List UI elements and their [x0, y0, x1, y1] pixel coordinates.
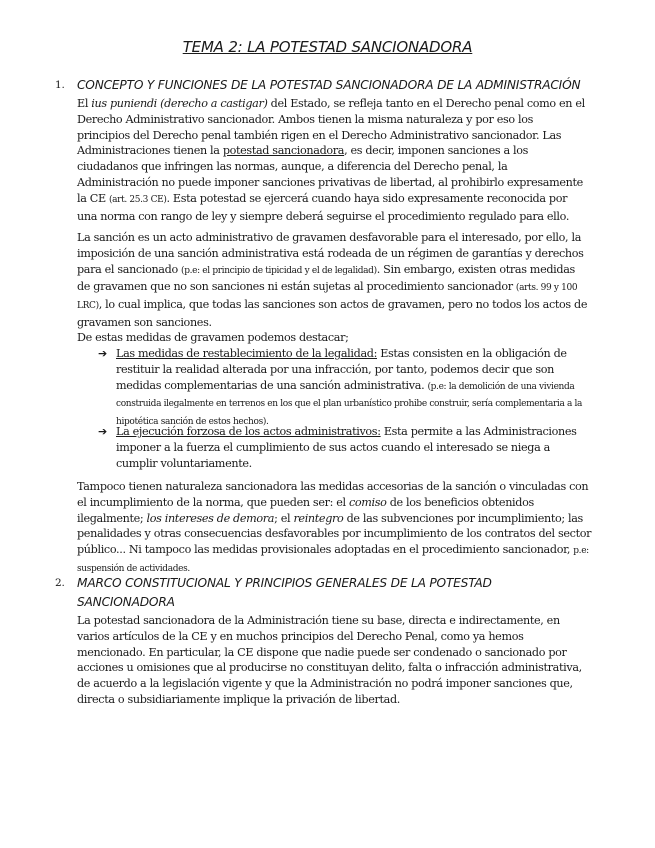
section-1-paragraph-3: De estas medidas de gravamen podemos destacar;	[77, 331, 349, 344]
potestad-sancionadora-term: potestad sancionadora	[222, 144, 345, 158]
bullet-1-text: Estas consisten en la obligación de restituir la realidad alterada por una infracción, por tanto, podemos decir que son medidas complementarias de una sanción administrativa.	[116, 347, 567, 392]
intereses-term: los intereses de demora	[146, 511, 275, 525]
section-1-number: 1.	[55, 79, 65, 91]
example-note: (p.e: el principio de tipicidad y el de legalidad)	[181, 265, 377, 276]
bullet-1-label: Las medidas de restablecimiento de la legalidad:	[116, 347, 378, 360]
text-run: , lo cual implica, que todas las sanciones son actos de gravamen, pero no todos los actos de gravamen son sanciones.	[77, 298, 588, 329]
text-run: de las subvenciones por incumplimiento; las penalidades y otras consecuencias desfavorables por incumplimiento de los contratos del sector público... Ni tampoco las medidas provisionales adoptadas en el procedimiento sancionador,	[77, 511, 592, 557]
text-run: Tampoco tienen naturaleza sancionadora las medidas accesorias de la sanción o vinculadas con el incumplimiento de la norma, que pueden ser: el	[77, 480, 589, 509]
text-run: del Estado, se refleja tanto en el Derecho penal como en el Derecho Administrativo sancionador. Ambos tienen la misma naturaleza y por eso los principios del Derecho penal también rigen en el Derecho Administrativo sancionador. Las Administraciones tienen la	[77, 97, 585, 158]
page-title: TEMA 2: LA POTESTAD SANCIONADORA	[182, 38, 473, 56]
section-2-heading	[55, 574, 615, 612]
text-run: . Sin embargo, existen otras medidas de gravamen que no son sanciones ni están sujetas al procedimiento sancionador	[77, 262, 575, 294]
reintegro-term: reintegro	[293, 511, 344, 525]
section-2-title: MARCO CONSTITUCIONAL Y PRINCIPIOS GENERALES DE LA POTESTAD SANCIONADORA	[77, 576, 492, 609]
article-reference: (arts. 99 y 100 LRC)	[77, 283, 578, 312]
section-1-paragraph-4	[77, 479, 597, 578]
right-arrow-icon: ➔	[98, 347, 107, 360]
section-1-paragraph-2	[77, 230, 589, 331]
section-1-title: CONCEPTO Y FUNCIONES DE LA POTESTAD SANCIONADORA DE LA ADMINISTRACIÓN	[77, 78, 581, 92]
section-2-paragraph-1: La potestad sancionadora de la Administración tiene su base, directa e indirectamente, en varios artículos de la CE y en muchos principios del Derecho Penal, como ya hemos mencionado. En particular, la CE dispone que nadie puede ser condenado o sancionado por acciones u omisiones que al producirse no constituyan delito, falta o infracción administrativa, de acuerdo a la legislación vigente y que la Administración no podrá imponer sanciones que, directa o subsidiariamente implique la privación de libertad.	[77, 614, 582, 706]
bullet-item-2	[98, 424, 592, 471]
example-note: p.e: suspensión de actividades.	[77, 546, 589, 574]
text-run: El	[77, 97, 92, 110]
ius-puniendi-term: ius puniendi (derecho a castigar)	[91, 97, 268, 110]
bullet-1-note: (p.e: la demolición de una vivienda construida ilegalmente en terrenos en los que el plan urbanístico prohibe construir, sería complementaria a la hipotética sanción de estos hechos).	[116, 381, 583, 428]
text-run: . Esta potestad se ejercerá cuando haya sido expresamente reconocida por una norma con rango de ley y siempre deberá seguirse el procedimiento regulado para ello.	[77, 191, 570, 223]
section-1-heading	[55, 76, 615, 95]
bullet-2-label: La ejecución forzosa de los actos administrativos:	[116, 425, 381, 438]
text-run: , es decir, imponen sanciones a los ciudadanos que infringen las normas, aunque, a diferencia del Derecho penal, la Administración no puede imponer sanciones privativas de libertad, al prohibirlo expresamente la CE	[77, 144, 583, 205]
article-reference: (art. 25.3 CE)	[109, 194, 167, 205]
text-run: de los beneficios obtenidos ilegalmente;	[77, 495, 534, 525]
bullet-2-text: Esta permite a las Administraciones imponer a la fuerza el cumplimiento de sus actos cuando el interesado se niega a cumplir voluntariamente.	[116, 425, 577, 470]
comiso-term: comiso	[348, 495, 387, 509]
section-1-paragraph-1	[77, 96, 589, 224]
bullet-item-1	[98, 346, 592, 431]
text-run: La sanción es un acto administrativo de gravamen desfavorable para el interesado, por ello, la imposición de una sanción administrativa está rodeada de un régimen de garantías y derechos para el sancionado	[77, 231, 584, 276]
section-2-number: 2.	[55, 577, 65, 589]
right-arrow-icon: ➔	[98, 425, 107, 438]
text-run: ; el	[274, 511, 294, 525]
